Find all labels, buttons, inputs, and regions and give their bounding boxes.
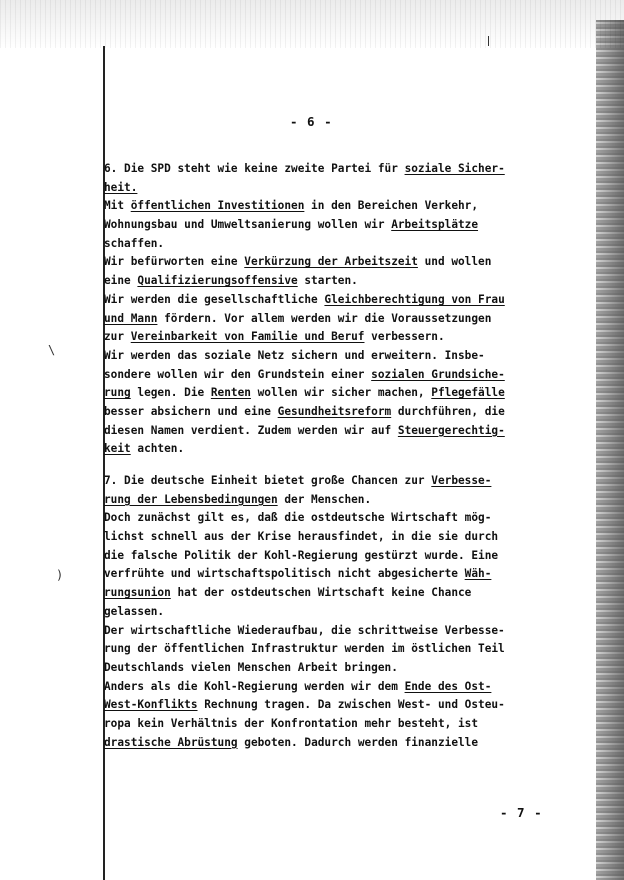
text-run: sondere wollen wir den Grundstein einer xyxy=(104,367,372,381)
text-run: Anders als die Kohl-Regierung werden wir dem xyxy=(104,679,405,693)
text-line xyxy=(104,565,536,584)
underlined-text: Vereinbarkeit von Familie und Beruf xyxy=(130,330,365,344)
margin-paren-mark: ) xyxy=(56,568,64,582)
text-line xyxy=(104,528,536,547)
text-run: starten. xyxy=(297,274,358,288)
text-line xyxy=(104,272,536,291)
text-line xyxy=(104,197,536,216)
text-line xyxy=(104,622,536,641)
text-run: achten. xyxy=(130,442,185,456)
text-line xyxy=(104,253,536,272)
underlined-text: Qualifizierungsoffensive xyxy=(137,274,298,288)
text-run: Deutschlands vielen Menschen Arbeit bringen. xyxy=(104,660,398,674)
underlined-text: keit xyxy=(104,442,131,456)
underlined-text: Verkürzung der Arbeitszeit xyxy=(244,255,418,269)
text-run: geboten. Dadurch werden finanzielle xyxy=(237,735,479,749)
text-line xyxy=(104,734,536,753)
text-run: verbessern. xyxy=(364,330,445,344)
underlined-text: Renten xyxy=(210,386,251,400)
text-run: zur xyxy=(104,330,131,344)
underlined-text: sozialen Grundsiche- xyxy=(371,367,505,381)
underlined-text: öffentlichen Investitionen xyxy=(130,199,305,213)
text-run: ropa kein Verhältnis der Konfrontation mehr besteht, ist xyxy=(104,716,479,730)
text-line xyxy=(104,310,536,329)
text-line xyxy=(104,491,536,510)
underlined-text: Verbesse- xyxy=(431,474,492,487)
text-run: besser absichern und eine xyxy=(104,404,278,418)
text-line xyxy=(104,603,536,622)
text-run: Wir werden die gesellschaftliche xyxy=(104,292,325,306)
text-run: Wir befürworten eine xyxy=(104,255,245,269)
paragraph-7 xyxy=(104,472,536,752)
text-line xyxy=(104,678,536,697)
paragraph-6 xyxy=(104,160,536,459)
text-line xyxy=(104,384,536,403)
text-line xyxy=(104,403,536,422)
text-line xyxy=(104,659,536,678)
text-line xyxy=(104,440,536,459)
text-run: legen. Die xyxy=(130,386,211,400)
text-run: die falsche Politik der Kohl-Regierung gestürzt wurde. Eine xyxy=(104,548,499,562)
scan-noise-top xyxy=(0,0,624,48)
text-line xyxy=(104,235,536,254)
text-run: gelassen. xyxy=(104,604,165,618)
text-run: Wir werden das soziale Netz sichern und erweitern. Insbe- xyxy=(104,348,485,362)
text-line xyxy=(104,366,536,385)
text-run: der Menschen. xyxy=(277,492,372,506)
page-number-bottom: - 7 - xyxy=(500,805,543,820)
underlined-text: Ende des Ost- xyxy=(404,679,492,693)
underlined-text: Gesundheitsreform xyxy=(277,404,392,418)
underlined-text: Arbeitsplätze xyxy=(391,218,479,232)
text-line xyxy=(104,216,536,235)
text-run: Wohnungsbau und Umweltsanierung wollen wir xyxy=(104,218,392,232)
underlined-text: Wäh- xyxy=(464,567,492,581)
text-line xyxy=(104,715,536,734)
text-line xyxy=(104,509,536,528)
underlined-text: West-Konflikts xyxy=(104,698,198,712)
text-line xyxy=(104,422,536,441)
underlined-text: rung der Lebensbedingungen xyxy=(104,492,278,506)
underlined-text: Steuergerechtig- xyxy=(397,423,505,437)
margin-tick-mark: \ xyxy=(48,343,56,357)
text-run: lichst schnell aus der Krise herausfindet, in die sie durch xyxy=(104,530,499,544)
underlined-text: rung xyxy=(104,386,131,400)
text-run: und wollen xyxy=(417,255,492,269)
text-line xyxy=(104,179,536,198)
page-number-top: - 6 - xyxy=(290,114,333,129)
text-run: diesen Namen verdient. Zudem werden wir auf xyxy=(104,423,398,437)
text-line xyxy=(104,328,536,347)
text-run: wollen wir sicher machen, xyxy=(250,386,432,400)
text-run: eine xyxy=(104,274,138,288)
text-run: in den Bereichen Verkehr, xyxy=(304,199,479,213)
scan-mark xyxy=(488,36,489,46)
text-run: durchführen, die xyxy=(391,404,505,418)
underlined-text: soziale Sicher- xyxy=(404,162,505,175)
underlined-text: heit. xyxy=(104,180,138,194)
underlined-text: drastische Abrüstung xyxy=(104,735,238,749)
text-run: Rechnung tragen. Da zwischen West- und Osteu- xyxy=(197,698,505,712)
text-line xyxy=(104,291,536,310)
text-line xyxy=(104,160,536,179)
text-run: rung der öffentlichen Infrastruktur werden im östlichen Teil xyxy=(104,642,505,656)
underlined-text: und Mann xyxy=(104,311,158,325)
text-run: 6. Die SPD steht wie keine zweite Partei für xyxy=(104,162,405,175)
text-line xyxy=(104,472,536,491)
underlined-text: Pflegefälle xyxy=(431,386,505,400)
text-run: Der wirtschaftliche Wiederaufbau, die schrittweise Verbesse- xyxy=(104,623,505,637)
text-run: verfrühte und wirtschaftspolitisch nicht abgesicherte xyxy=(104,567,465,581)
text-line xyxy=(104,584,536,603)
text-line xyxy=(104,640,536,659)
text-run: 7. Die deutsche Einheit bietet große Chancen zur xyxy=(104,474,432,487)
text-run: Doch zunächst gilt es, daß die ostdeutsche Wirtschaft mög- xyxy=(104,511,492,525)
text-line xyxy=(104,347,536,366)
scan-edge-right xyxy=(596,20,624,880)
text-line xyxy=(104,547,536,566)
text-run: hat der ostdeutschen Wirtschaft keine Chance xyxy=(170,586,472,600)
text-line xyxy=(104,696,536,715)
text-run: fördern. Vor allem werden wir die Voraussetzungen xyxy=(157,311,492,325)
underlined-text: rungsunion xyxy=(104,586,171,600)
text-run: Mit xyxy=(104,199,131,213)
text-run: schaffen. xyxy=(104,236,165,250)
underlined-text: Gleichberechtigung von Frau xyxy=(324,292,505,306)
